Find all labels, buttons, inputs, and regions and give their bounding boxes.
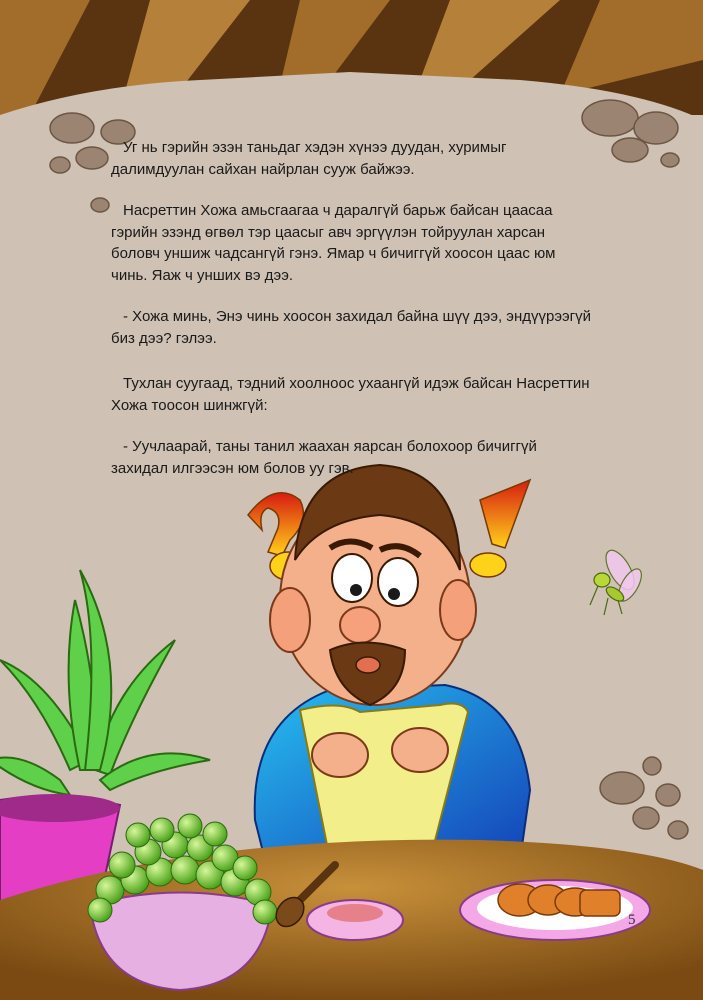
bread-plate bbox=[460, 880, 650, 940]
story-paragraph: Насреттин Хожа амьсгаагаа ч даралгүй барьж байсан цаасаа гэрийн эзэнд өгвөл тэр цаасыг авч эргүүлэн тойруулан харсан боловч уншиж чадсангүй гэнэ. Ямар ч бичиггүй хоосон цаас юм чинь. Яаж ч унших вэ дээ. bbox=[111, 202, 556, 284]
dish bbox=[307, 900, 403, 940]
story-paragraph: - Уучлаарай, таны танил жаахан яарсан болохоор бичиггүй захидал илгээсэн юм болов уу гэв. bbox=[111, 438, 537, 477]
story-paragraph: - Хожа минь, Энэ чинь хоосон захидал байна шүү дээ, эндүүрээгүй биз дээ? гэлээ. bbox=[111, 308, 591, 347]
story-paragraph: Тухлан суугаад, тэдний хоолноос ухаангүй идэж байсан Насреттин Хожа тоосон шинжгүй: bbox=[111, 375, 590, 414]
page-number: 5 bbox=[628, 912, 636, 928]
story-text bbox=[111, 137, 596, 499]
story-paragraph: Уг нь гэрийн эзэн таньдаг хэдэн хүнээ дуудан, хуримыг далимдуулан сайхан найрлан сууж байжээ. bbox=[111, 139, 507, 178]
